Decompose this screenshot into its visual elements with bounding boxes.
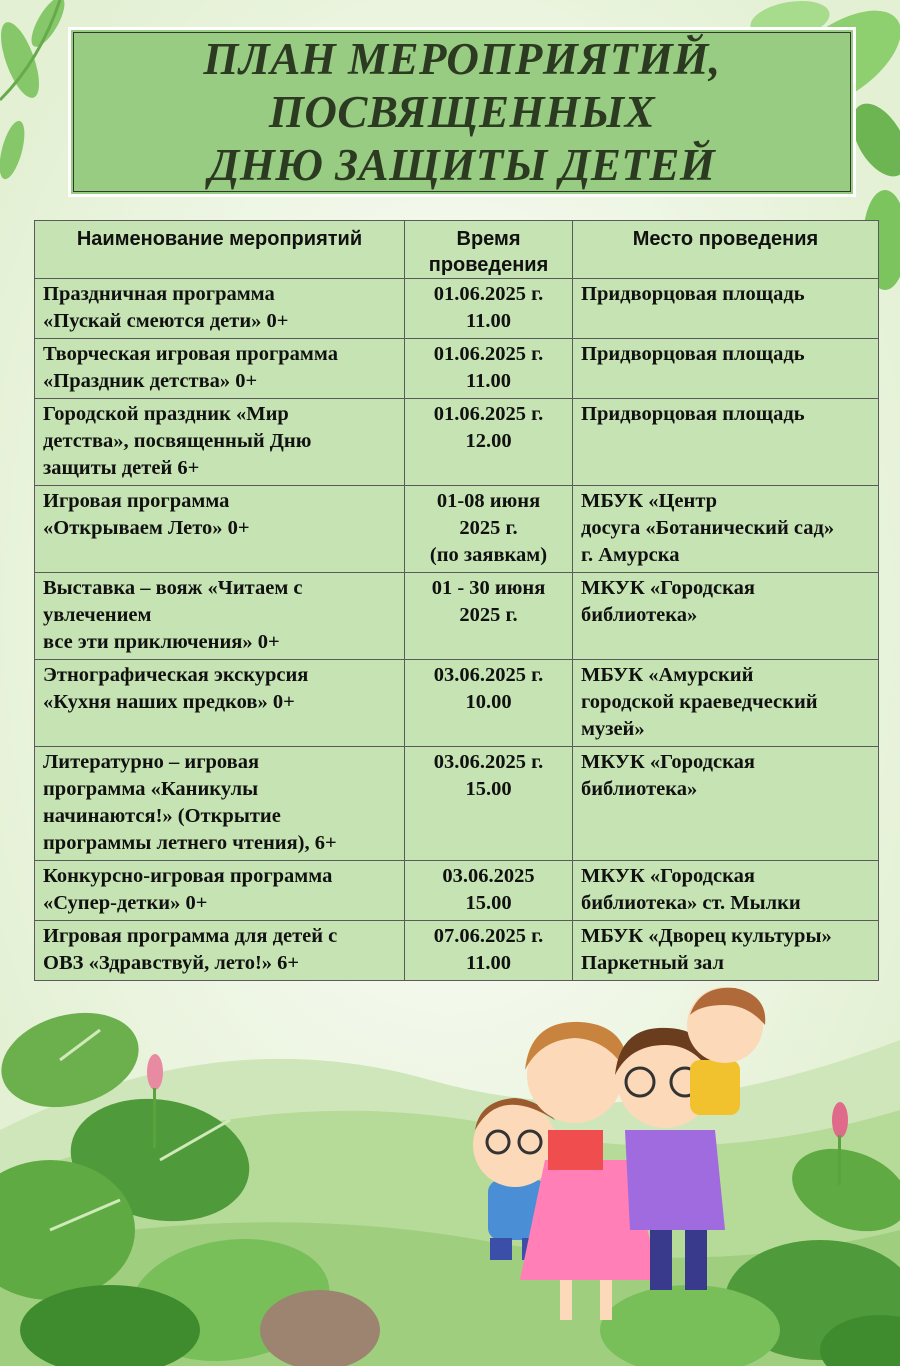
event-name: Этнографическая экскурсия «Кухня наших предков» 0+ (35, 660, 405, 747)
header-time: Время проведения (405, 221, 573, 279)
event-place: МБУК «Центр досуга «Ботанический сад» г. Амурска (573, 486, 879, 573)
table-row (35, 861, 879, 921)
event-place: Придворцовая площадь (573, 399, 879, 486)
table-header-row (35, 221, 879, 279)
event-name: Выставка – вояж «Читаем с увлечением все эти приключения» 0+ (35, 573, 405, 660)
title-line-2: ПОСВЯЩЕННЫХ (268, 86, 656, 137)
event-place: МКУК «Городская библиотека» ст. Мылки (573, 861, 879, 921)
event-time: 01 - 30 июня 2025 г. (405, 573, 573, 660)
table-row (35, 339, 879, 399)
event-place: Придворцовая площадь (573, 339, 879, 399)
header-event-name: Наименование мероприятий (35, 221, 405, 279)
event-place: МБУК «Амурский городской краеведческий музей» (573, 660, 879, 747)
event-name: Литературно – игровая программа «Каникулы начинаются!» (Открытие программы летнего чтения), 6+ (35, 747, 405, 861)
event-place: МБУК «Дворец культуры» Паркетный зал (573, 921, 879, 981)
event-place: МКУК «Городская библиотека» (573, 747, 879, 861)
table-row (35, 486, 879, 573)
event-time: 01.06.2025 г. 12.00 (405, 399, 573, 486)
event-name: Праздничная программа «Пускай смеются дети» 0+ (35, 279, 405, 339)
event-place: Придворцовая площадь (573, 279, 879, 339)
event-time: 01.06.2025 г. 11.00 (405, 339, 573, 399)
table-row (35, 660, 879, 747)
event-time: 01-08 июня 2025 г. (по заявкам) (405, 486, 573, 573)
event-time: 03.06.2025 г. 15.00 (405, 747, 573, 861)
table-row (35, 921, 879, 981)
event-time: 03.06.2025 15.00 (405, 861, 573, 921)
event-name: Конкурсно-игровая программа «Супер-детки» 0+ (35, 861, 405, 921)
events-table (34, 220, 879, 981)
event-time: 03.06.2025 г. 10.00 (405, 660, 573, 747)
table-row (35, 747, 879, 861)
event-time: 01.06.2025 г. 11.00 (405, 279, 573, 339)
event-place: МКУК «Городская библиотека» (573, 573, 879, 660)
table-row (35, 279, 879, 339)
title-line-1: ПЛАН МЕРОПРИЯТИЙ, (203, 33, 721, 84)
title-line-3: ДНЮ ЗАЩИТЫ ДЕТЕЙ (208, 139, 716, 190)
event-name: Городской праздник «Мир детства», посвященный Дню защиты детей 6+ (35, 399, 405, 486)
table-row (35, 399, 879, 486)
header-place: Место проведения (573, 221, 879, 279)
event-name: Игровая программа «Открываем Лето» 0+ (35, 486, 405, 573)
table-row (35, 573, 879, 660)
event-name: Творческая игровая программа «Праздник детства» 0+ (35, 339, 405, 399)
event-time: 07.06.2025 г. 11.00 (405, 921, 573, 981)
event-name: Игровая программа для детей с ОВЗ «Здравствуй, лето!» 6+ (35, 921, 405, 981)
title-banner (68, 27, 856, 197)
